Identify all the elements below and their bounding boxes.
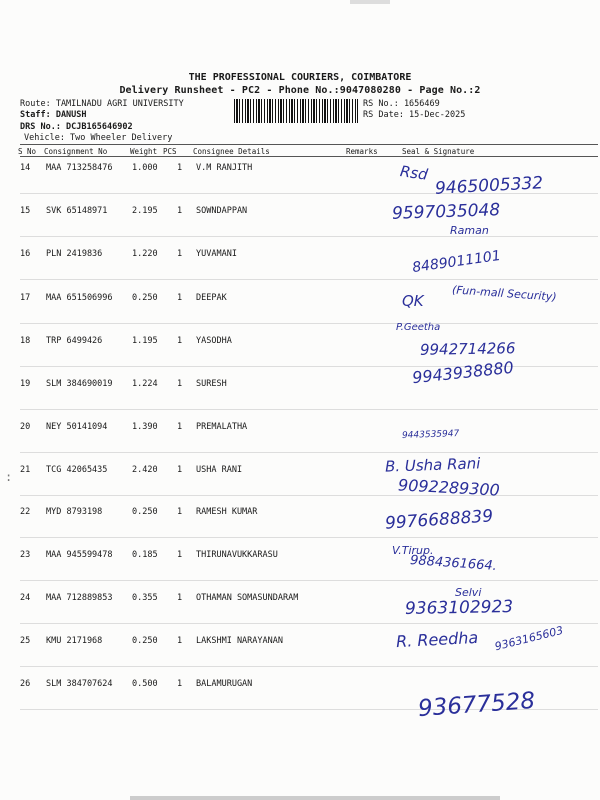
row-pcs: 1 <box>177 249 183 259</box>
row-pcs: 1 <box>177 636 183 646</box>
row-sno: 22 <box>20 507 31 517</box>
row-consignment: SVK 65148971 <box>46 206 108 216</box>
row-weight: 1.224 <box>132 379 158 389</box>
row-consignee: THIRUNAVUKKARASU <box>196 550 278 560</box>
vehicle-label: Vehicle: Two Wheeler Delivery <box>24 133 173 143</box>
table-row <box>0 540 600 581</box>
signature-scrawl: QK <box>402 292 424 310</box>
row-consignee: YASODHA <box>196 336 232 346</box>
signature-scrawl: Selvi <box>455 586 482 599</box>
row-consignment: TCG 42065435 <box>46 465 108 475</box>
edge-mark: : <box>5 470 13 484</box>
col-remarks: Remarks <box>346 147 378 156</box>
signature-phone: 9363102923 <box>404 597 514 619</box>
row-consignment: MAA 713258476 <box>46 163 113 173</box>
row-sno: 21 <box>20 465 31 475</box>
row-pcs: 1 <box>177 550 183 560</box>
col-seal-signature: Seal & Signature <box>402 147 475 156</box>
signature-phone: 9092289300 <box>397 475 501 500</box>
row-weight: 0.250 <box>132 636 158 646</box>
table-row <box>0 412 600 453</box>
row-consignee: BALAMURUGAN <box>196 679 253 689</box>
row-pcs: 1 <box>177 163 183 173</box>
row-consignee: RAMESH KUMAR <box>196 507 258 517</box>
row-consignee: SOWNDAPPAN <box>196 206 248 216</box>
table-row <box>0 196 600 237</box>
scan-smudge-bottom <box>130 796 500 800</box>
row-consignee: V.M RANJITH <box>196 163 253 173</box>
row-sno: 19 <box>20 379 31 389</box>
table-row <box>0 455 600 496</box>
row-consignment: TRP 6499426 <box>46 336 103 346</box>
table-row <box>0 239 600 280</box>
row-weight: 0.185 <box>132 550 158 560</box>
runsheet-title: Delivery Runsheet - PC2 - Phone No.:9047080280 - Page No.:2 <box>119 85 481 96</box>
drs-number: DRS No.: DCJB165646902 <box>20 122 133 132</box>
rs-number: RS No.: 1656469 <box>363 99 440 109</box>
signature-name: R. Reedha <box>395 627 479 652</box>
signature-phone: 9465005332 <box>434 173 544 199</box>
signature-phone: 9976688839 <box>384 506 494 534</box>
row-consignment: MAA 651506996 <box>46 293 113 303</box>
staff-label: Staff: DANUSH <box>20 110 87 120</box>
row-sno: 26 <box>20 679 31 689</box>
row-pcs: 1 <box>177 206 183 216</box>
row-consignment: PLN 2419836 <box>46 249 103 259</box>
signature-scrawl: Raman <box>450 224 489 237</box>
row-consignee: SURESH <box>196 379 227 389</box>
row-sno: 25 <box>20 636 31 646</box>
signature-phone: 9443535947 <box>401 429 460 441</box>
table-row <box>0 497 600 538</box>
row-consignee: OTHAMAN SOMASUNDARAM <box>196 593 299 603</box>
row-sno: 14 <box>20 163 31 173</box>
col-pcs: PCS <box>163 147 177 156</box>
row-weight: 1.390 <box>132 422 158 432</box>
row-consignee: LAKSHMI NARAYANAN <box>196 636 283 646</box>
row-weight: 0.250 <box>132 293 158 303</box>
signature-phone: 93677528 <box>417 687 536 723</box>
row-pcs: 1 <box>177 422 183 432</box>
col-weight: Weight <box>130 147 158 156</box>
header-rule-top <box>20 144 598 145</box>
signature-phone: 8489011101 <box>411 247 502 277</box>
signature-phone: 9884361664. <box>409 552 498 575</box>
row-pcs: 1 <box>177 507 183 517</box>
row-consignment: KMU 2171968 <box>46 636 103 646</box>
row-weight: 2.195 <box>132 206 158 216</box>
row-sno: 17 <box>20 293 31 303</box>
row-consignee: DEEPAK <box>196 293 227 303</box>
signature-scrawl: B. Usha Rani <box>384 454 481 476</box>
row-weight: 0.250 <box>132 507 158 517</box>
scan-smudge-top <box>350 0 390 4</box>
signature-phone: 9363165603 <box>493 623 565 654</box>
rs-date: RS Date: 15-Dec-2025 <box>363 110 466 120</box>
signature-note: (Fun-mall Security) <box>451 283 557 304</box>
row-sno: 20 <box>20 422 31 432</box>
row-sno: 23 <box>20 550 31 560</box>
row-weight: 2.420 <box>132 465 158 475</box>
row-weight: 0.355 <box>132 593 158 603</box>
row-consignment: MYD 8793198 <box>46 507 103 517</box>
signature-phone: 9942714266 <box>419 339 516 359</box>
row-consignment: MAA 712889853 <box>46 593 113 603</box>
col-consignment: Consignment No <box>44 147 108 156</box>
row-consignee: PREMALATHA <box>196 422 248 432</box>
row-pcs: 1 <box>177 593 183 603</box>
route-label: Route: TAMILNADU AGRI UNIVERSITY <box>20 99 184 109</box>
row-sno: 24 <box>20 593 31 603</box>
row-sno: 15 <box>20 206 31 216</box>
col-sno: S No <box>18 147 37 156</box>
signature-scrawl: Rsd <box>398 162 429 184</box>
row-sno: 18 <box>20 336 31 346</box>
row-pcs: 1 <box>177 336 183 346</box>
signature-scrawl: P.Geetha <box>396 322 441 333</box>
signature-phone: 9597035048 <box>391 200 501 224</box>
barcode <box>234 99 358 123</box>
row-consignee: YUVAMANI <box>196 249 237 259</box>
signature-scrawl: V.Tirup. <box>392 544 434 557</box>
row-consignment: SLM 384690019 <box>46 379 113 389</box>
row-consignment: NEY 50141094 <box>46 422 108 432</box>
company-title: THE PROFESSIONAL COURIERS, COIMBATORE <box>188 72 412 83</box>
row-weight: 1.220 <box>132 249 158 259</box>
row-consignee: USHA RANI <box>196 465 243 475</box>
row-weight: 1.195 <box>132 336 158 346</box>
row-weight: 1.000 <box>132 163 158 173</box>
col-consignee: Consignee Details <box>193 147 270 156</box>
row-consignment: MAA 945599478 <box>46 550 113 560</box>
row-sno: 16 <box>20 249 31 259</box>
row-weight: 0.500 <box>132 679 158 689</box>
row-pcs: 1 <box>177 379 183 389</box>
row-consignment: SLM 384707624 <box>46 679 113 689</box>
row-pcs: 1 <box>177 465 183 475</box>
signature-phone: 9943938880 <box>411 357 515 388</box>
row-pcs: 1 <box>177 679 183 689</box>
row-pcs: 1 <box>177 293 183 303</box>
